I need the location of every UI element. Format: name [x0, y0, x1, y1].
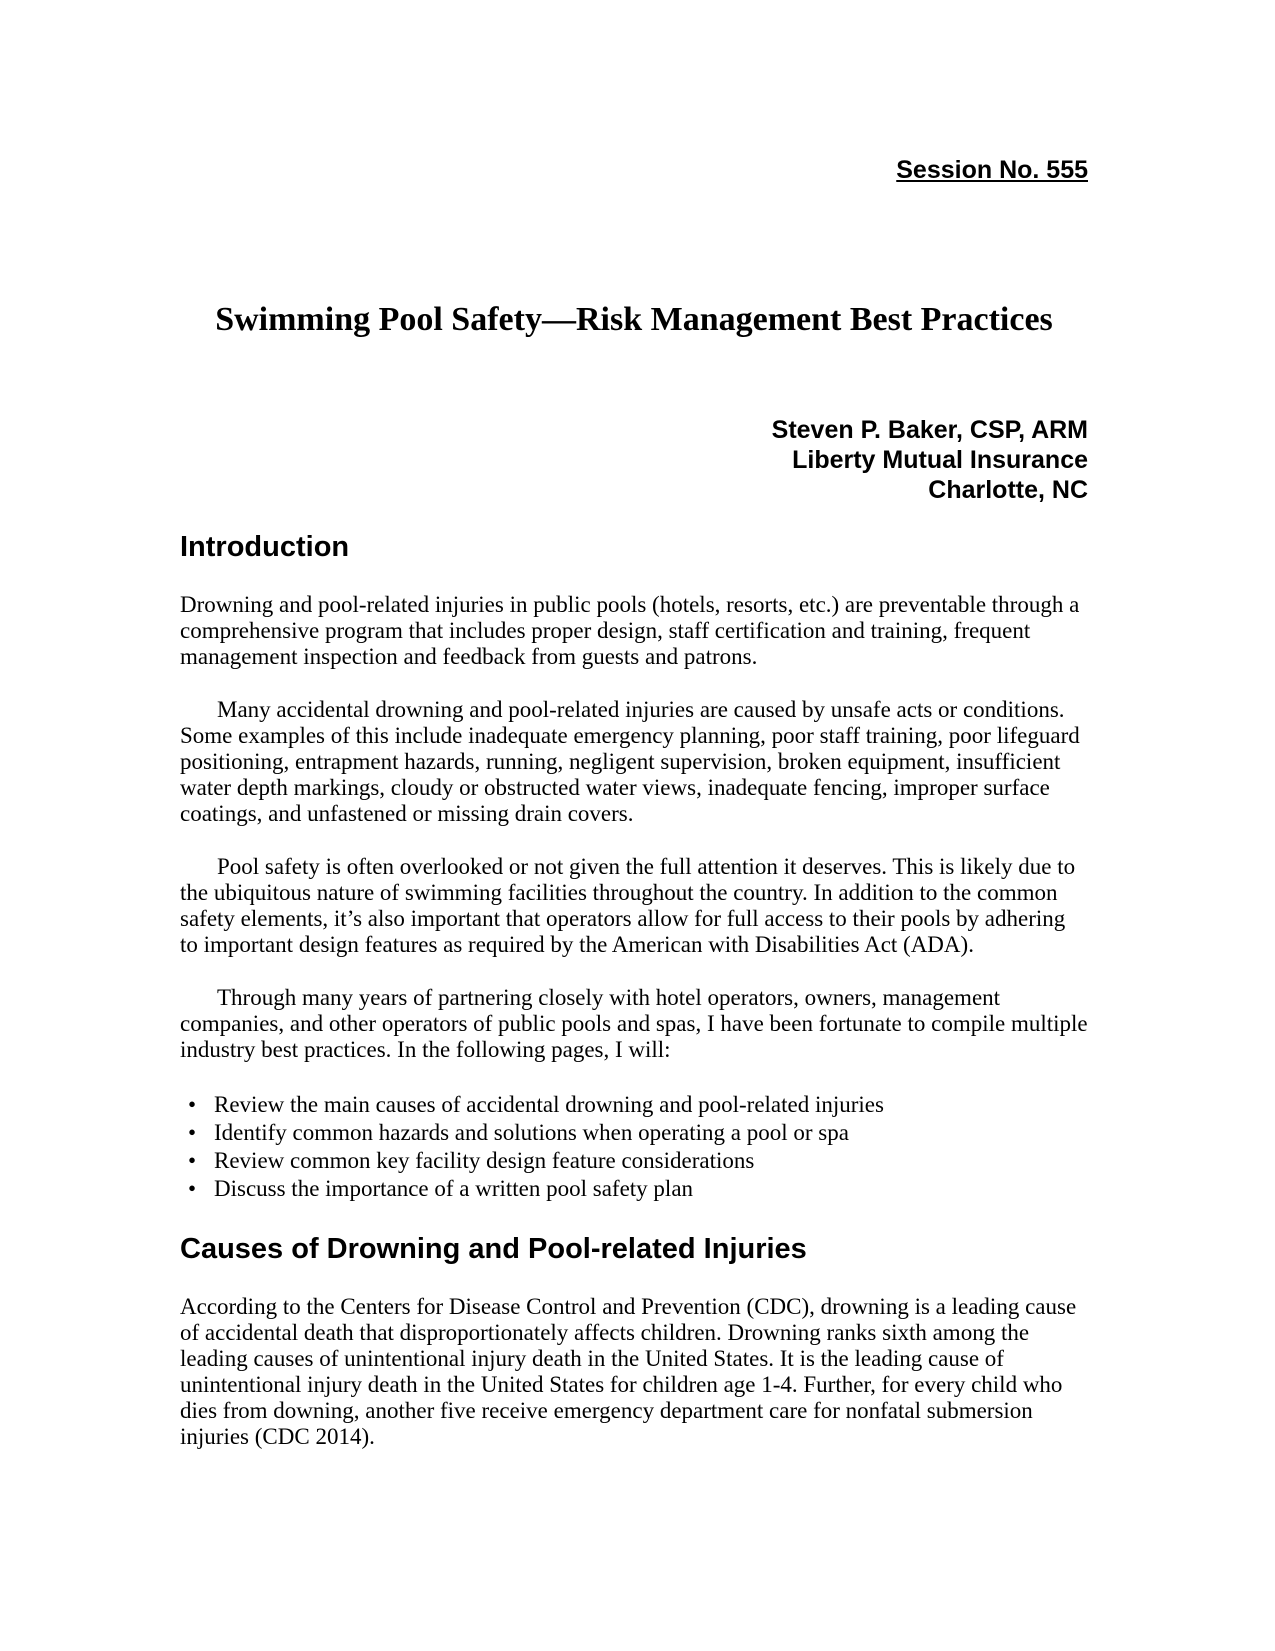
objectives-list — [180, 1091, 1088, 1203]
session-number: Session No. 555 — [896, 156, 1088, 184]
intro-paragraph-4: Through many years of partnering closely with hotel operators, owners, management companies, and other operators of public pools and spas, I have been fortunate to compile multiple industry best practices. In the following pages, I will: — [180, 985, 1088, 1062]
section-heading-causes: Causes of Drowning and Pool-related Injuries — [180, 1233, 807, 1265]
section-heading-introduction: Introduction — [180, 531, 350, 563]
author-block — [180, 415, 1088, 505]
author-name: Steven P. Baker, CSP, ARM — [771, 416, 1088, 444]
causes-paragraph-1: According to the Centers for Disease Control and Prevention (CDC), drowning is a leading cause of accidental death that disproportionately affects children. Drowning ranks sixth among the leading causes of unintentional injury death in the United States. It is the leading cause of unintentional injury death in the United States for children age 1-4. Further, for every child who dies from downing, another five receive emergency department care for nonfatal submersion injuries (CDC 2014). — [180, 1294, 1077, 1449]
list-item-identify-hazards: • Identify common hazards and solutions when operating a pool or spa — [180, 1119, 1088, 1147]
list-item-discuss-plan: • Discuss the importance of a written pool safety plan — [180, 1175, 1088, 1203]
intro-paragraph-2: Many accidental drowning and pool-related injuries are caused by unsafe acts or conditions. Some examples of this include inadequate emergency planning, poor staff training, poor lifeguard positioning, entrapment hazards, running, negligent supervision, broken equipment, insufficient water depth markings, cloudy or obstructed water views, inadequate fencing, improper surface coatings, and unfastened or missing drain covers. — [180, 697, 1080, 826]
list-item-review-design: • Review common key facility design feature considerations — [180, 1147, 1088, 1175]
author-location: Charlotte, NC — [928, 476, 1088, 504]
author-company: Liberty Mutual Insurance — [792, 446, 1088, 474]
list-item-review-causes: • Review the main causes of accidental drowning and pool-related injuries — [180, 1091, 1088, 1119]
intro-paragraph-1: Drowning and pool-related injuries in public pools (hotels, resorts, etc.) are preventable through a comprehensive program that includes proper design, staff certification and training, frequent management inspection and feedback from guests and patrons. — [180, 592, 1080, 669]
document-title: Swimming Pool Safety—Risk Management Best Practices — [215, 301, 1053, 338]
intro-paragraph-3: Pool safety is often overlooked or not given the full attention it deserves. This is likely due to the ubiquitous nature of swimming facilities throughout the country. In addition to the common safety elements, it’s also important that operators allow for full access to their pools by adhering to important design features as required by the American with Disabilities Act (ADA). — [180, 854, 1076, 957]
